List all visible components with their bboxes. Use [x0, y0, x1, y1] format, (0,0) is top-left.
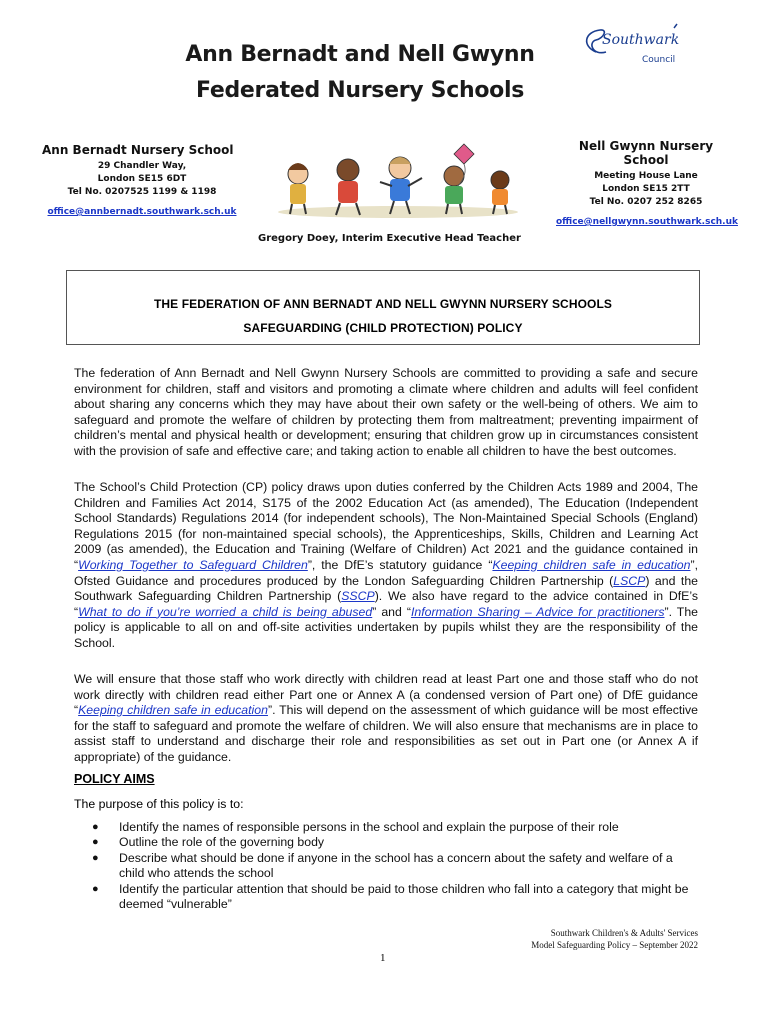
footer-line: Model Safeguarding Policy – September 2022 — [531, 940, 698, 950]
list-item-text: Identify the names of responsible persons in the school and explain the purpose of their role — [119, 820, 619, 834]
policy-title-box — [66, 270, 700, 345]
children-illustration — [268, 140, 528, 220]
email-link[interactable]: office@nellgwynn.southwark.sch.uk — [556, 217, 738, 227]
address-line: Meeting House Lane — [594, 171, 698, 181]
footer-line: Southwark Children's & Adults' Services — [550, 928, 698, 938]
child-figure — [491, 171, 509, 214]
page-number: 1 — [380, 952, 386, 964]
intro-paragraph: The federation of Ann Bernadt and Nell Gwynn Nursery Schools are committed to providing a safe and secure environment for children, staff and visitors and promoting a climate where children and adults will feel confident about sharing any concerns which they may have about their own safety or the well-being of others. We aim to safeguard and promote the welfare of children by protecting them from maltreatment; preventing impairment of children’s mental and physical health or development; ensuring that children grow up in circumstances consistent with the provision of safe and effective care; and taking action to enable all children to have the best outcomes. — [74, 366, 698, 458]
information-sharing-link[interactable]: Information Sharing – Advice for practitioners — [410, 604, 665, 619]
working-together-link[interactable]: Working Together to Safeguard Children — [78, 557, 308, 572]
ann-bernadt-address-block — [42, 143, 242, 218]
text-run: ”. This will depend on the assessment of which guidance will be most effective for the staff to safeguard and promote the welfare of children. We will also ensure that mechanisms are in place to assist staff to understand and discharge their role and responsibilities as set out in Part one (or Annex A if appropriate) of the guidance. — [74, 703, 698, 764]
purpose-intro: The purpose of this policy is to: — [74, 797, 244, 811]
list-item — [92, 820, 698, 835]
school-name: Ann Bernadt Nursery School — [42, 143, 234, 157]
nell-gwynn-address-block — [556, 139, 736, 228]
worried-child-abused-link[interactable]: What to do if you’re worried a child is being abused — [78, 604, 373, 619]
text-run: The School’s Child Protection (CP) policy draws upon duties conferred by the Children Acts 1989 and 2004, The Children and Families Act 2014, S175 of the 2002 Education Act (as amended), The Education (Independent School Standards) Regulations 2014 (for independent schools), The Non-Maintained Special Schools (England) Regulations 2015 (for non-maintained special schools), the Apprenticeships, Skills, Children and Learning Act 2009 (as amended), the Education and Training (Welfare of Children) Act 2021 and the guidance contained in “ — [74, 480, 698, 572]
keeping-children-safe-link[interactable]: Keeping children safe in education — [492, 557, 691, 572]
telephone: Tel No. 0207525 1199 & 1198 — [67, 187, 217, 197]
policy-title-line2: SAFEGUARDING (CHILD PROTECTION) POLICY — [243, 321, 523, 335]
sscp-link[interactable]: SSCP — [341, 589, 375, 604]
address-line: London SE15 6DT — [97, 174, 187, 184]
address-line: London SE15 2TT — [602, 184, 690, 194]
children-playing-icon — [268, 140, 528, 220]
policy-aims-heading: POLICY AIMS — [74, 772, 155, 786]
email-link[interactable]: office@annbernadt.southwark.sch.uk — [47, 207, 237, 217]
text-run: ). We also have regard to the advice contained in DfE’s “ — [74, 589, 699, 619]
text-run: We will ensure that those staff who work directly with children read at least Part one and those staff who do not work directly with children read either Part one or Annex A (a condensed version of Part one) of DfE guidance “ — [74, 672, 698, 718]
address-line: 29 Chandler Way, — [97, 161, 187, 171]
text-run: ”, Ofsted Guidance and procedures produced by the London Safeguarding Children Partnership ( — [74, 557, 698, 588]
staff-reading-paragraph — [74, 672, 698, 766]
document-title-line2: Federated Nursery Schools — [196, 78, 524, 103]
school-name: Nell Gwynn Nursery School — [578, 139, 714, 167]
duties-paragraph — [74, 480, 698, 652]
page-footer — [531, 927, 698, 951]
text-run: ” and “ — [372, 604, 411, 619]
list-item — [92, 851, 698, 882]
telephone: Tel No. 0207 252 8265 — [589, 197, 703, 207]
list-item-text: Identify the particular attention that should be paid to those children who fall into a category that might be deemed “vulnerable” — [119, 881, 689, 912]
logo-script-text: Southwark — [602, 32, 680, 48]
head-teacher-line: Gregory Doey, Interim Executive Head Teacher — [258, 233, 521, 244]
document-title-line1: Ann Bernadt and Nell Gwynn — [185, 42, 535, 67]
text-run: ”, the DfE’s statutory guidance “ — [307, 557, 493, 572]
list-item-text: Describe what should be done if anyone in the school has a concern about the safety and welfare of a child who attends the school — [119, 850, 673, 881]
text-run: ”. The policy is applicable to all on and off-site activities undertaken by pupils whilst they are the responsibility of the School. — [74, 604, 699, 650]
list-item — [92, 835, 698, 850]
bullet-icon: ● — [92, 821, 99, 833]
child-figure — [288, 163, 308, 214]
text-run: ) and the Southwark Safeguarding Children Partnership ( — [74, 573, 698, 604]
bullet-icon: ● — [92, 882, 99, 895]
bullet-icon: ● — [92, 836, 99, 849]
lscp-link[interactable]: LSCP — [613, 573, 646, 588]
list-item — [92, 882, 698, 913]
child-figure — [380, 157, 422, 214]
bullet-icon: ● — [92, 851, 99, 864]
keeping-children-safe-link[interactable]: Keeping children safe in education — [78, 703, 268, 718]
policy-title-line1: THE FEDERATION OF ANN BERNADT AND NELL GWYNN NURSERY SCHOOLS — [153, 297, 612, 311]
list-item-text: Outline the role of the governing body — [119, 835, 325, 850]
aims-list — [92, 820, 698, 912]
logo-council-label: Council — [642, 55, 676, 65]
